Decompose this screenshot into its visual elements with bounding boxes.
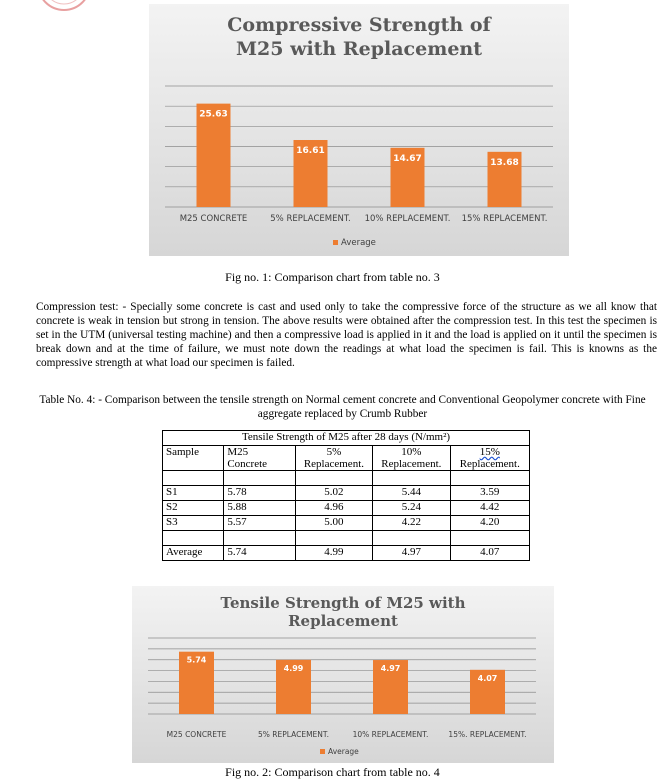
compression-test-paragraph: Compression test: - Specially some concrete is cast and used only to take the compressive force of the structure as we all know that concrete is weak in tension but strong in tension. The above results were obtained after the compression test. In this test the specimen is set in the UTM (universal testing machine) and then a compressive load is applied in it and the load is applied on it until the specimen is break down and at the time of failure, we must note down the readings at what load the specimen is fail. This is knowns as the compressive strength at what load our specimen is failed. — [36, 301, 657, 369]
table-blank-row — [163, 471, 530, 486]
chart2-title: Tensile Strength of M25 with Replacement — [220, 594, 466, 630]
category-label: 15% REPLACEMENT. — [461, 214, 548, 224]
cell: 5.02 — [295, 486, 372, 501]
category-label: 15%. REPLACEMENT. — [448, 730, 527, 739]
cell: 5.57 — [224, 516, 295, 531]
row-sample: S1 — [163, 486, 224, 501]
header-10pct: 10% — [401, 446, 422, 458]
chart2-plot — [132, 586, 554, 763]
average-label: Average — [163, 546, 224, 561]
data-label: 4.99 — [283, 663, 304, 673]
table-title: Tensile Strength of M25 after 28 days (N/mm²) — [163, 431, 530, 446]
cell: 4.22 — [373, 516, 450, 531]
header-sample: Sample — [166, 446, 199, 458]
category-label: 5% REPLACEMENT. — [270, 214, 351, 224]
table-average-row — [163, 546, 530, 561]
cell: 4.42 — [450, 501, 529, 516]
table-blank-row — [163, 531, 530, 546]
cell: 4.97 — [373, 546, 450, 561]
header-15pct-replacement: Replacement. — [459, 458, 520, 470]
cell: 4.99 — [295, 546, 372, 561]
cell: 5.24 — [373, 501, 450, 516]
legend-swatch — [333, 240, 338, 245]
cell: 4.96 — [295, 501, 372, 516]
chart1-plot — [149, 4, 569, 256]
cell: 4.20 — [450, 516, 529, 531]
legend-label: Average — [341, 238, 376, 248]
header-m25: M25 — [227, 446, 249, 458]
cell: 3.59 — [450, 486, 529, 501]
figure1-caption: Fig no. 1: Comparison chart from table no. 3 — [225, 270, 440, 284]
legend-label: Average — [328, 747, 359, 756]
category-label: M25 CONCRETE — [179, 214, 248, 224]
category-label: 10% REPLACEMENT. — [352, 730, 429, 739]
data-label: 4.97 — [380, 664, 401, 674]
journal-logo — [36, 0, 92, 12]
table-header-row — [163, 446, 530, 471]
data-label: 4.07 — [477, 673, 498, 683]
cell: 5.00 — [295, 516, 372, 531]
header-5pct-replacement: Replacement. — [303, 458, 364, 470]
header-10pct-replacement: Replacement. — [381, 458, 442, 470]
cell: 4.07 — [450, 546, 529, 561]
cell: 5.78 — [224, 486, 295, 501]
table-row — [163, 516, 530, 531]
data-label: 13.68 — [490, 157, 519, 168]
table4-caption: Table No. 4: - Comparison between the tensile strength on Normal cement concrete and Conventional Geopolymer concrete with Fine aggregate replaced by Crumb Rubber — [39, 394, 646, 420]
data-label: 16.61 — [296, 146, 325, 157]
cell: 5.88 — [224, 501, 295, 516]
tensile-strength-table — [162, 430, 530, 561]
legend-swatch — [320, 749, 325, 754]
header-15pct: 15% — [479, 446, 500, 458]
data-label: 5.74 — [186, 655, 207, 665]
compressive-strength-chart — [149, 4, 569, 256]
row-sample: S2 — [163, 501, 224, 516]
cell: 5.44 — [373, 486, 450, 501]
chart1-title: Compressive Strength of M25 with Replacement — [227, 14, 491, 60]
table-row — [163, 486, 530, 501]
data-label: 14.67 — [393, 153, 422, 164]
tensile-strength-chart — [132, 586, 554, 763]
row-sample: S3 — [163, 516, 224, 531]
category-label: 5% REPLACEMENT. — [258, 730, 329, 739]
category-label: M25 CONCRETE — [166, 730, 227, 739]
header-5pct: 5% — [326, 446, 342, 458]
table-row — [163, 501, 530, 516]
data-label: 25.63 — [199, 109, 228, 120]
figure2-caption: Fig no. 2: Comparison chart from table no. 4 — [225, 765, 440, 779]
category-label: 10% REPLACEMENT. — [364, 214, 451, 224]
cell: 5.74 — [224, 546, 295, 561]
header-concrete: Concrete — [227, 458, 268, 470]
